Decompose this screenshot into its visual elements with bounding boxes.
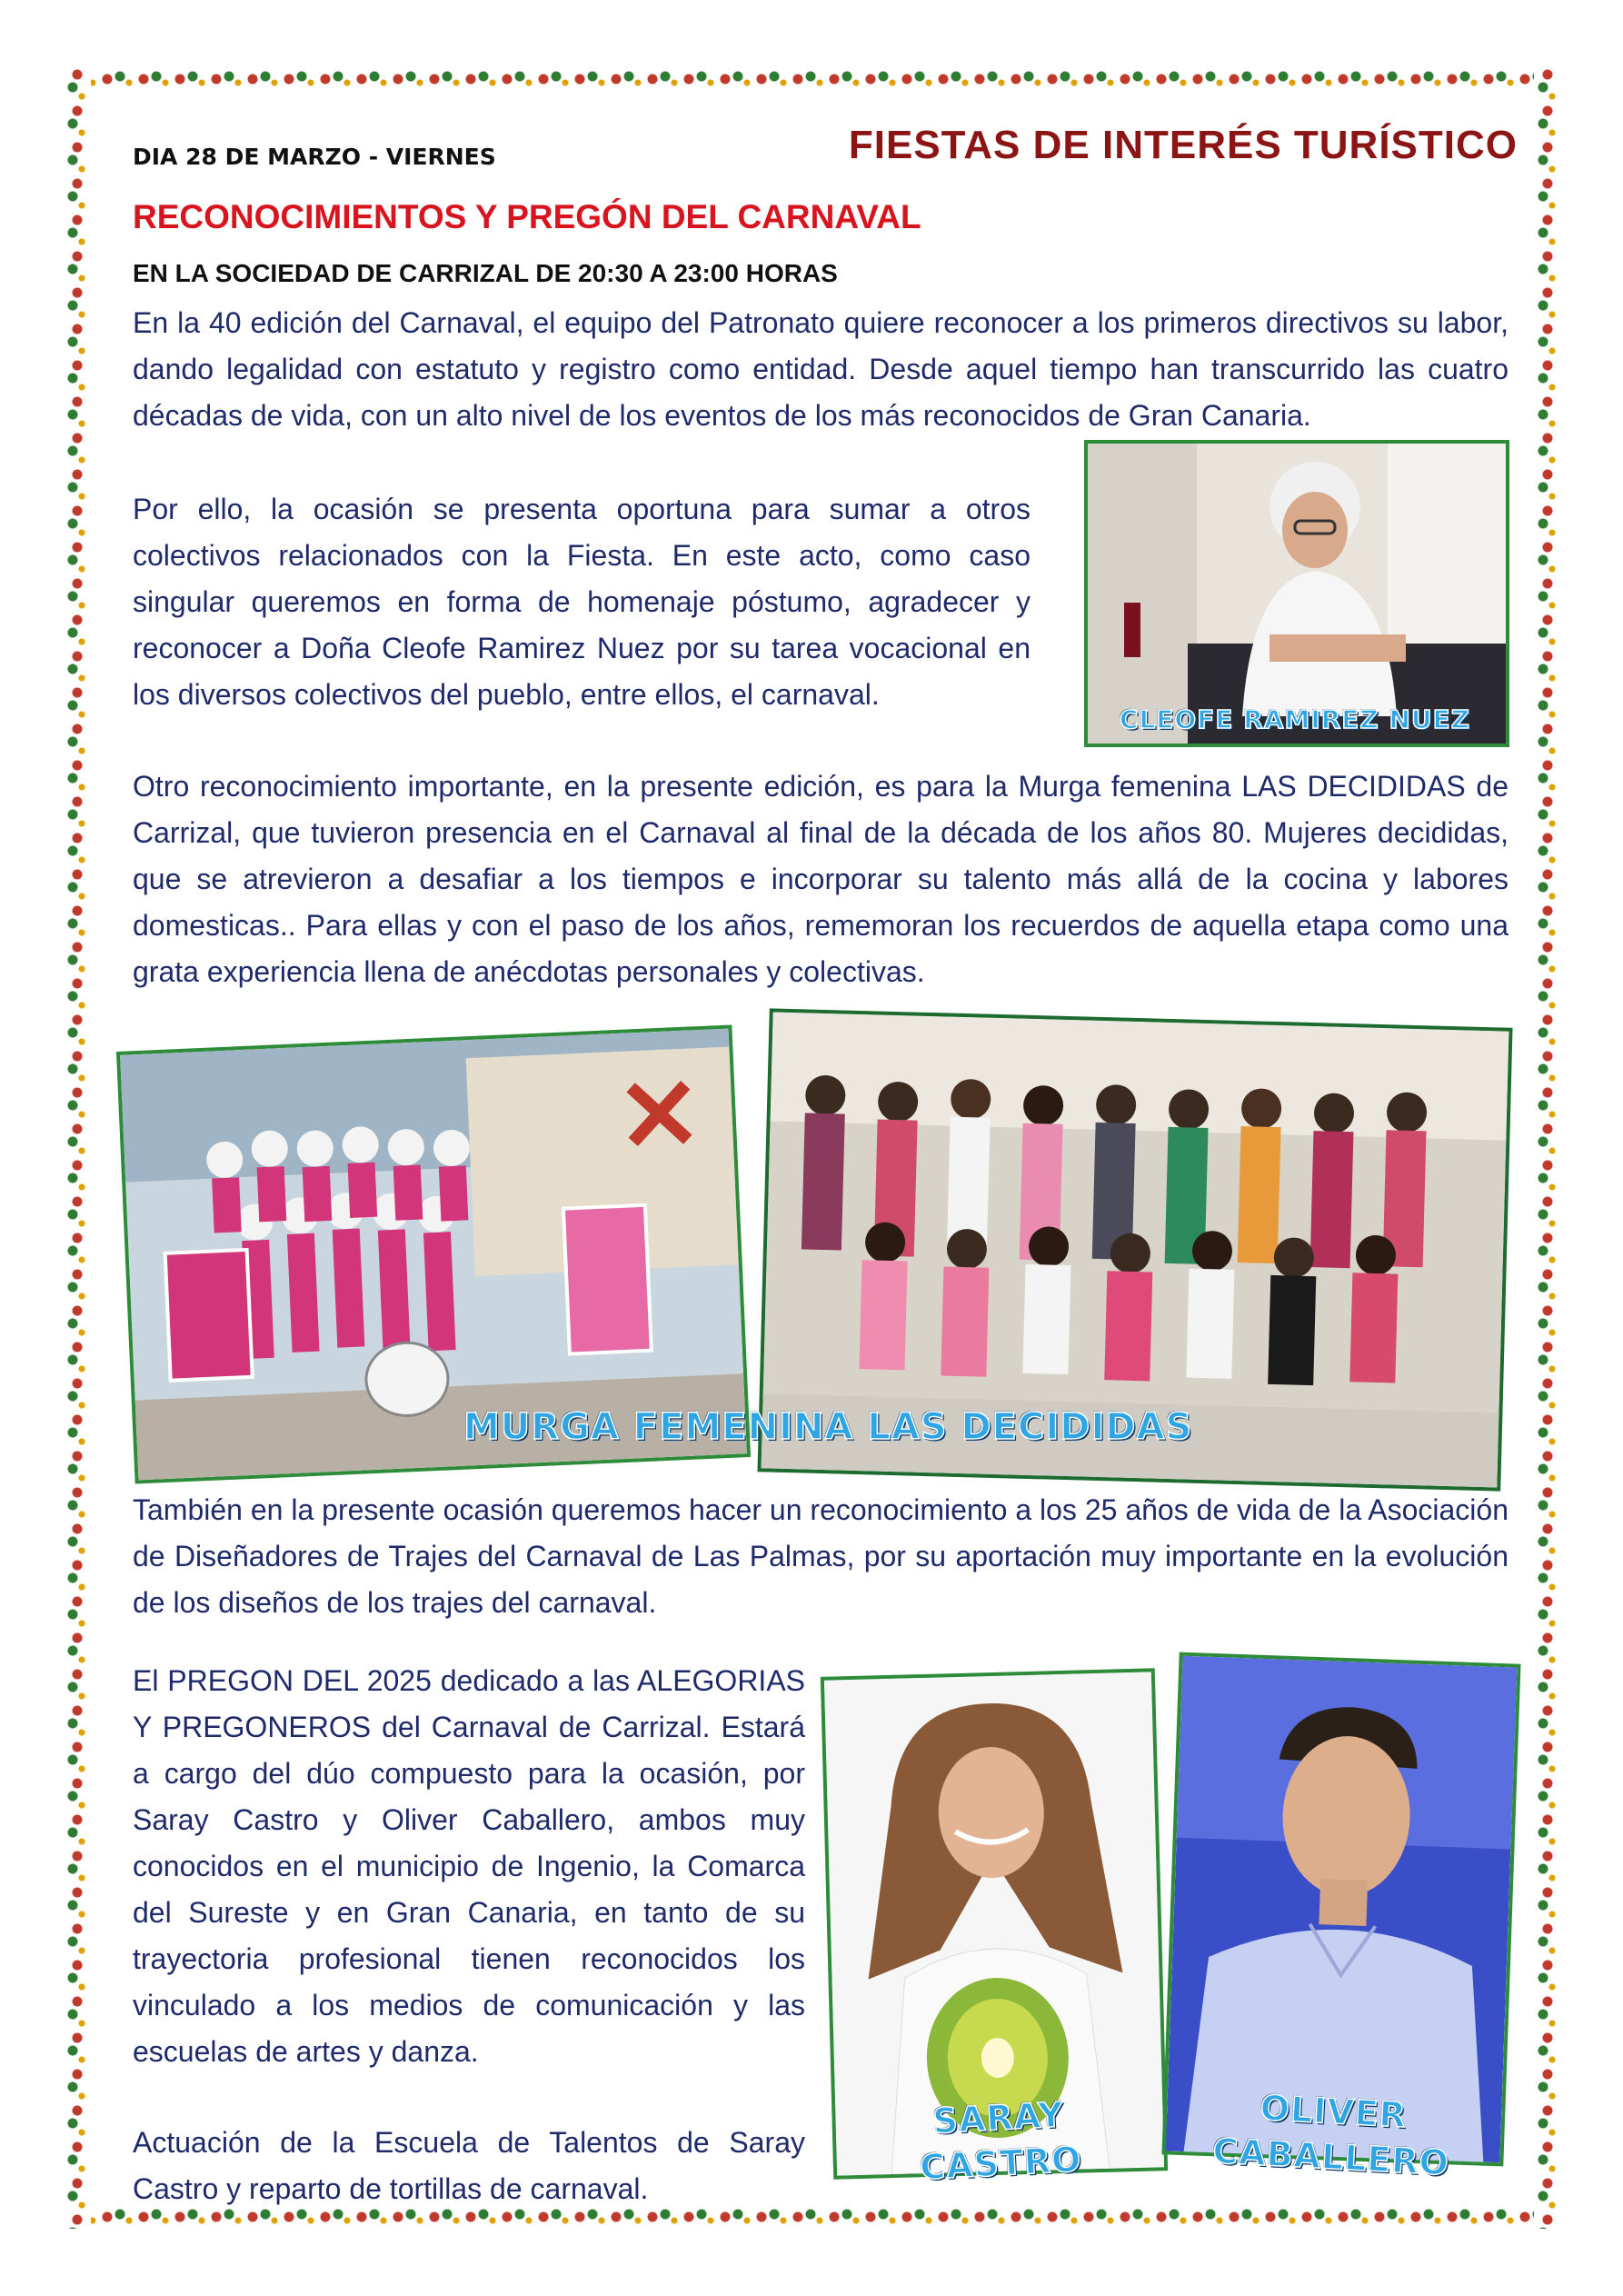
caption-murga-las-decididas: MURGA FEMENINA LAS DECIDIDAS: [463, 1406, 1193, 1448]
caption-oliver-caballero: [1194, 2081, 1471, 2187]
event-venue-time: EN LA SOCIEDAD DE CARRIZAL DE 20:30 A 23:00 HORAS: [133, 259, 838, 287]
paragraph-pregon: El PREGON DEL 2025 dedicado a las ALEGORIAS Y PREGONEROS del Carnaval de Carrizal. Estará a cargo del dúo compuesto para la ocasión, por Saray Castro y Oliver Caballero, ambos muy conocidos en el municipio de Ingenio, la Comarca del Sureste y en Gran Canaria, en tanto de su trayectoria profesional tienen reconocidos los vinculado a los medios de comunicación y las escuelas de artes y danza.: [133, 1664, 805, 2068]
paragraph-disenadores: También en la presente ocasión queremos hacer un reconocimiento a los 25 años de vida de la Asociación de Diseñadores de Trajes del Carnaval de Las Palmas, por su aportación muy importante en la evolución de los diseños de los trajes del carnaval.: [133, 1493, 1508, 1619]
floral-border-left: [64, 67, 91, 2229]
floral-border-top: [64, 67, 1559, 91]
paragraph-cleofe: Por ello, la ocasión se presenta oportuna para sumar a otros colectivos relacionados con la Fiesta. En este acto, como caso singular queremos en forma de homenaje póstumo, agradecer y reconocer a Doña Cleofe Ramirez Nuez por su tarea vocacional en los diversos colectivos del pueblo, entre ellos, el carnaval.: [133, 493, 1031, 711]
paragraph-actuacion: Actuación de la Escuela de Talentos de Saray Castro y reparto de tortillas de carnaval.: [133, 2126, 805, 2205]
paragraph-patronato: En la 40 edición del Carnaval, el equipo del Patronato quiere reconocer a los primeros directivos su labor, dando legalidad con estatuto y registro como entidad. Desde aquel tiempo han transcurrido las cuatro décadas de vida, con un alto nivel de los eventos de los más reconocidos de Gran Canaria.: [133, 306, 1508, 432]
section-brand-title: FIESTAS DE INTERÉS TURÍSTICO: [848, 123, 1518, 167]
caption-saray-line2: CASTRO: [919, 2139, 1083, 2188]
event-date: DIA 28 DE MARZO - VIERNES: [133, 144, 496, 170]
photo-cleofe-ramirez: [1084, 440, 1509, 747]
floral-border-right: [1534, 67, 1561, 2229]
caption-oliver-line2: CABALLERO: [1211, 2131, 1450, 2183]
caption-oliver-line1: OLIVER: [1259, 2087, 1408, 2136]
caption-saray-line1: SARAY: [931, 2094, 1065, 2141]
caption-cleofe: CLEOFE RAMIREZ NUEZ: [1119, 704, 1471, 734]
paragraph-las-decididas: Otro reconocimiento importante, en la presente edición, es para la Murga femenina LAS DECIDIDAS de Carrizal, que tuvieron presencia en el Carnaval al final de la década de los años 80. Mujeres decididas, que se atrevieron a desafiar a los tiempos e incorporar su talento más allá de la cocina y labores domesticas.. Para ellas y con el paso de los años, rememoran los recuerdos de aquella etapa como una grata experiencia llena de anécdotas personales y colectivas.: [133, 770, 1508, 988]
event-title: RECONOCIMIENTOS Y PREGÓN DEL CARNAVAL: [133, 198, 921, 235]
caption-saray-castro: [907, 2091, 1093, 2191]
